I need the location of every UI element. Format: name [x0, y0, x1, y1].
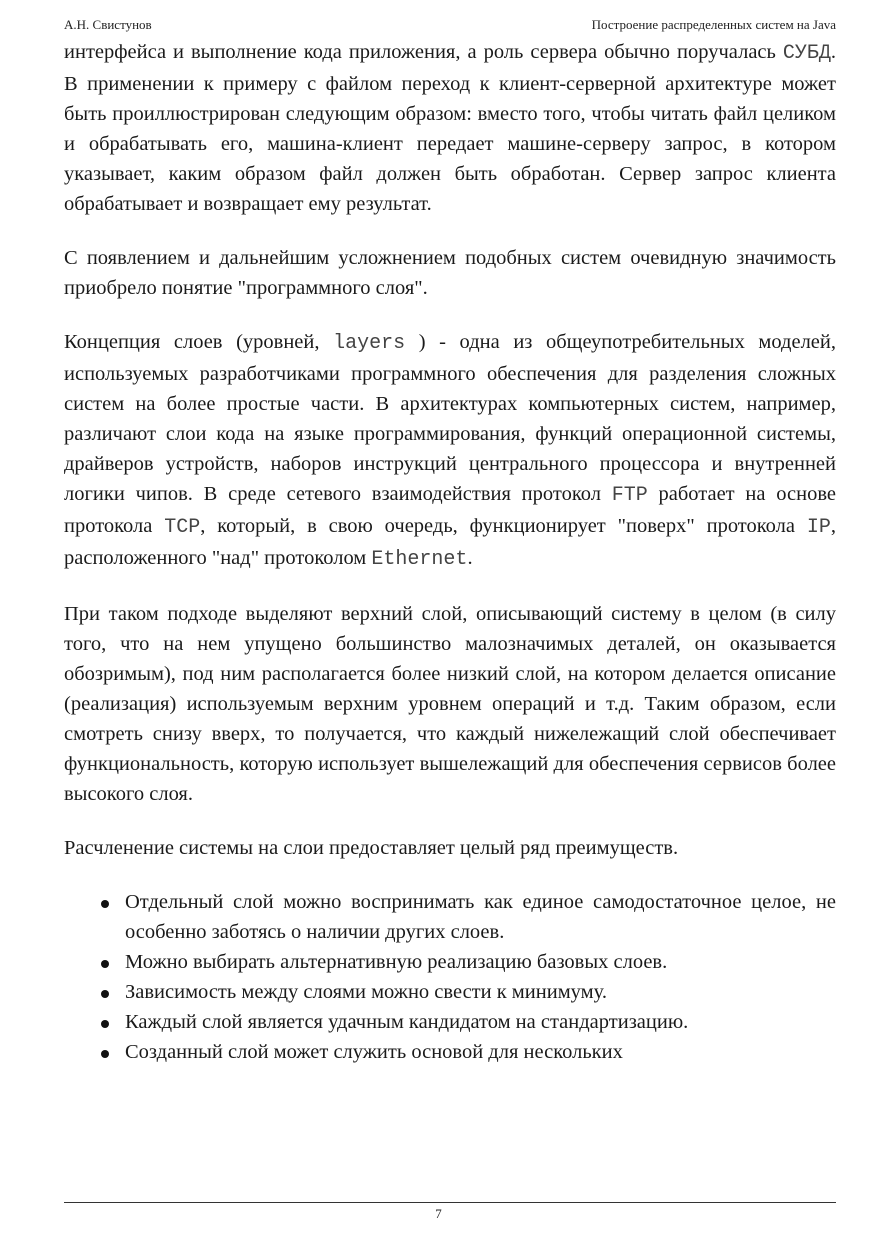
- code-term-ip: IP: [806, 516, 831, 539]
- code-term-ethernet: Ethernet: [371, 548, 468, 571]
- paragraph-text: . В применении к примеру с файлом переход к клиент-серверной архитектуре может быть проиллюстрирован следующим образом: вместо того, чтобы читать файл целиком и обрабатывать его, машина-клиент передает машине-серверу запрос, в котором указывает, каким образом файл должен быть обработан. Сервер запрос клиента обрабатывает и возвращает ему результат.: [64, 41, 836, 215]
- running-header: [64, 17, 836, 37]
- code-term-layers: layers: [333, 332, 406, 355]
- list-item: [64, 1007, 836, 1037]
- header-author: А.Н. Свистунов: [64, 17, 152, 32]
- advantages-list: [64, 887, 836, 1067]
- list-item-text: Каждый слой является удачным кандидатом на стандартизацию.: [125, 1011, 689, 1033]
- paragraph-text: ) - одна из общеупотребительных моделей, используемых разработчиками программного обеспечения для разделения сложных систем на более простые части. В архитектурах компьютерных систем, например, различают слои кода на языке программирования, функций операционной системы, драйверов устройств, наборов инструкций центрального процессора и внутренней логики чипов. В среде сетевого взаимодействия протокол: [64, 331, 836, 505]
- bullet-icon: [101, 990, 109, 998]
- list-item: [64, 977, 836, 1007]
- bullet-icon: [101, 1050, 109, 1058]
- paragraph-layers-concept: [64, 327, 836, 575]
- bullet-icon: [101, 960, 109, 968]
- paragraph-software-layer: С появлением и дальнейшим усложнением подобных систем очевидную значимость приобрело понятие "программного слоя".: [64, 247, 836, 299]
- list-item-text: Зависимость между слоями можно свести к минимуму.: [125, 981, 607, 1003]
- page-number: 7: [435, 1206, 442, 1221]
- paragraph-text: , который, в свою очередь, функционирует "поверх" протокола: [200, 515, 807, 537]
- paragraph-advantages-intro: Расчленение системы на слои предоставляет целый ряд преимуществ.: [64, 837, 679, 859]
- paragraph-text: Концепция слоев (уровней,: [64, 331, 334, 353]
- code-term-ftp: FTP: [611, 484, 648, 507]
- paragraph-text: .: [467, 547, 473, 569]
- list-item: [64, 947, 836, 977]
- bullet-icon: [101, 1020, 109, 1028]
- paragraph-text: работает на основе протокола: [64, 483, 836, 537]
- footer-divider: [64, 1202, 836, 1203]
- header-book-title: Построение распределенных систем на Java: [591, 17, 836, 32]
- list-item-text: Отдельный слой можно воспринимать как единое самодостаточное целое, не особенно заботясь о наличии других слоев.: [125, 891, 836, 943]
- code-term-tcp: TCP: [164, 516, 201, 539]
- paragraph-text: , расположенного "над" протоколом: [64, 515, 836, 569]
- paragraph-client-server: [64, 37, 836, 219]
- list-item-text: Созданный слой может служить основой для нескольких: [125, 1041, 623, 1063]
- code-term-dbms: СУБД: [782, 42, 831, 65]
- paragraph-top-layer: При таком подходе выделяют верхний слой, описывающий систему в целом (в силу того, что на нем упущено большинство малозначимых деталей, он оказывается обозримым), под ним располагается более низкий слой, на котором делается описание (реализация) используемым верхним уровнем операций и т.д. Таким образом, если смотреть снизу вверх, то получается, что каждый нижележащий слой обеспечивает функциональность, которую использует вышележащий для обеспечения сервисов более высокого слоя.: [64, 603, 836, 805]
- bullet-icon: [101, 900, 109, 908]
- list-item-text: Можно выбирать альтернативную реализацию базовых слоев.: [125, 951, 668, 973]
- page-body: [64, 37, 836, 1067]
- list-item: [64, 1037, 836, 1067]
- paragraph-text: интерфейса и выполнение кода приложения, а роль сервера обычно поручалась: [64, 41, 783, 63]
- list-item: [64, 887, 836, 947]
